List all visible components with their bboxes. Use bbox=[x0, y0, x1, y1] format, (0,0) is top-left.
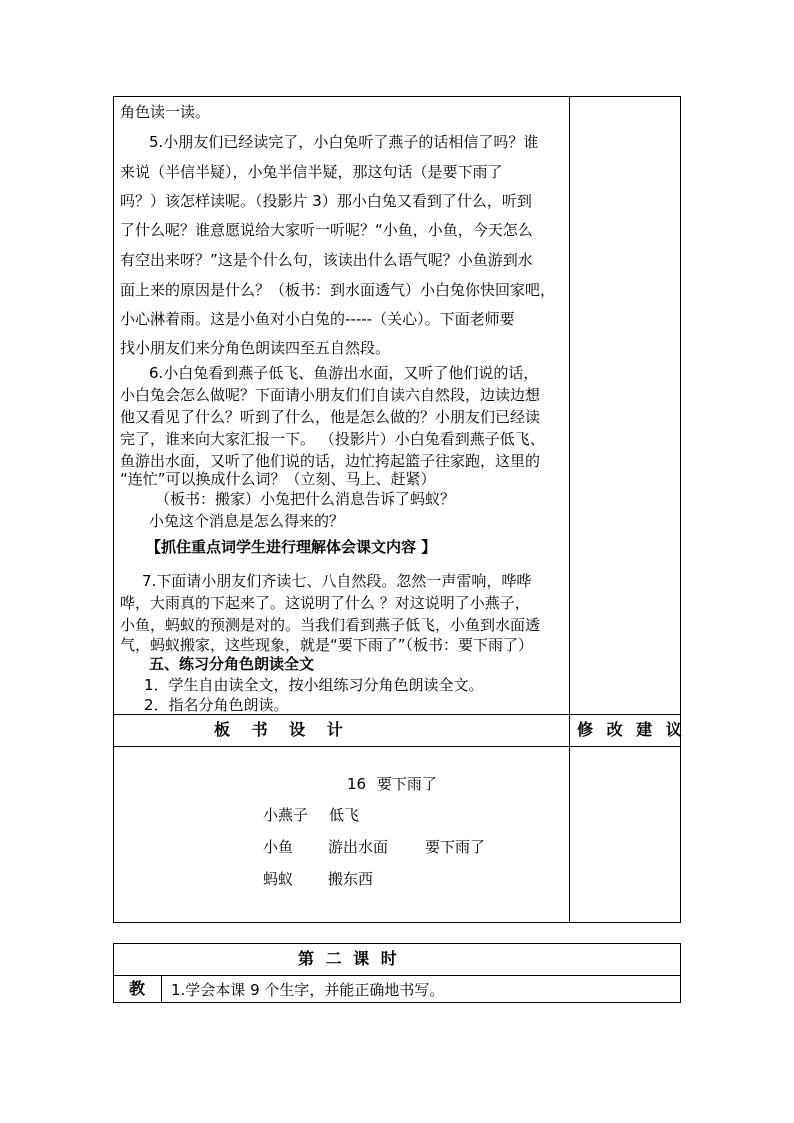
revision-suggestion-header: 修 改 建 议 bbox=[577, 720, 686, 739]
lesson-line: 鱼游出水面，又听了他们说的话，边忙挎起篮子往家跑，这里的 bbox=[120, 452, 541, 470]
lesson-line: 2．指名分角色朗读。 bbox=[144, 696, 289, 714]
board-row-action: 游出水面 bbox=[328, 838, 389, 856]
lesson-line: 角色读一读。 bbox=[120, 103, 211, 121]
lesson-line: （板书：搬家）小兔把什么消息告诉了蚂蚁？ bbox=[155, 490, 456, 508]
board-title: 16 要下雨了 bbox=[347, 775, 437, 793]
lesson-line: 6.小白兔看到燕子低飞、鱼游出水面，又听了他们说的话， bbox=[149, 364, 539, 382]
lesson-line: 小兔这个消息是怎么得来的？ bbox=[149, 512, 345, 530]
teaching-goal-label: 教 bbox=[129, 979, 146, 998]
board-design-header: 板 书 设 计 bbox=[214, 720, 351, 739]
lesson-line: 他又看见了什么？听到了什么，他是怎么做的？小朋友们已经读 bbox=[120, 408, 541, 426]
lesson-line: 来说（半信半疑），小兔半信半疑，那这句话（是要下雨了 bbox=[120, 163, 503, 181]
lesson-line: 面上来的原因是什么？（板书：到水面透气）小白兔你快回家吧， bbox=[120, 281, 556, 299]
key-point-note: 【抓住重点词学生进行理解体会课文内容 】 bbox=[146, 538, 437, 556]
lesson-line: 了什么呢？谁意愿说给大家听一听呢？“小鱼，小鱼，今天怎么 bbox=[120, 221, 533, 239]
board-row-action: 低飞 bbox=[329, 806, 360, 824]
board-row-subject: 小鱼 bbox=[263, 838, 294, 856]
lesson-line: 吗？）该怎样读呢。（投影片 3）那小白兔又看到了什么，听到 bbox=[120, 192, 532, 210]
board-row-conclusion: 要下雨了 bbox=[425, 838, 486, 856]
section-heading: 五、练习分角色朗读全文 bbox=[149, 655, 315, 673]
board-row-subject: 小燕子 bbox=[263, 806, 309, 824]
lesson-line: 有空出来呀？”这是个什么句，该读出什么语气呢？小鱼游到水 bbox=[120, 251, 533, 269]
lesson-line: 7.下面请小朋友们齐读七、八自然段。忽然一声雷响，哗哗 bbox=[142, 572, 532, 590]
lesson-line: 小鱼，蚂蚁的预测是对的。当我们看到燕子低飞，小鱼到水面透 bbox=[120, 616, 541, 634]
board-row-action: 搬东西 bbox=[328, 870, 374, 888]
lesson-line: 找小朋友们来分角色朗读四至五自然段。 bbox=[120, 339, 391, 357]
lesson-line: 哗，大雨真的下起来了。这说明了什么 ？对这说明了小燕子， bbox=[120, 594, 530, 612]
lesson-line: 气，蚂蚁搬家，这些现象，就是“要下雨了”（板书：要下雨了） bbox=[120, 636, 534, 654]
second-lesson-title: 第 二 课 时 bbox=[298, 949, 400, 968]
board-row-subject: 蚂蚁 bbox=[263, 870, 294, 888]
teaching-goal-text: 1.学会本课 9 个生字，并能正确地书写。 bbox=[171, 981, 445, 999]
lesson-line: 5.小朋友们已经读完了，小白兔听了燕子的话相信了吗？谁 bbox=[149, 133, 539, 151]
lesson-line: 小心淋着雨。这是小鱼对小白兔的-----（关心）。下面老师要 bbox=[120, 310, 515, 328]
lesson-line: “连忙”可以换成什么词？（立刻、马上、赶紧） bbox=[120, 470, 436, 488]
lesson-line: 1．学生自由读全文，按小组练习分角色朗读全文。 bbox=[144, 676, 484, 694]
lesson-line: 完了，谁来向大家汇报一下。 （投影片）小白兔看到燕子低飞、 bbox=[120, 430, 545, 448]
lesson-line: 小白兔会怎么做呢？下面请小朋友们们自读六自然段，边读边想 bbox=[120, 386, 541, 404]
